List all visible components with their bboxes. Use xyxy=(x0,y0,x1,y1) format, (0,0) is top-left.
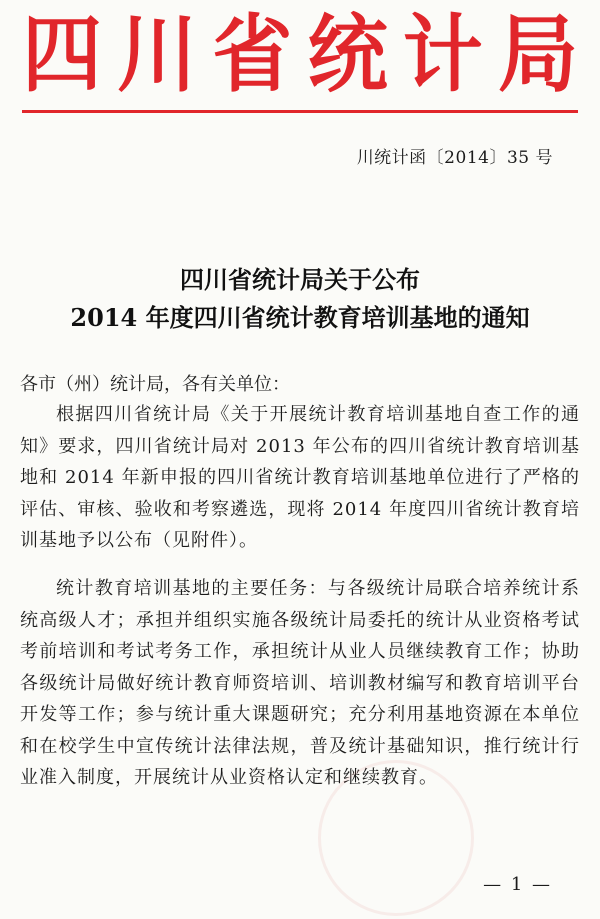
body-paragraph: 统计教育培训基地的主要任务：与各级统计局联合培养统计系统高级人才；承担并组织实施各级统计局委托的统计从业资格考试考前培训和考试考务工作，承担统计从业人员继续教育工作；协助各级统计局做好统计教育师资培训、培训教材编写和教育培训平台开发等工作；参与统计重大课题研究；充分利用基地资源在本单位和在校学生中宣传统计法律法规，普及统计基础知识，推行统计行业准入制度，开展统计从业资格认定和继续教育。 xyxy=(20,578,580,788)
salutation: 各市（州）统计局，各有关单位： xyxy=(20,374,290,395)
letterhead-char: 省 xyxy=(212,5,293,104)
letterhead-char: 计 xyxy=(402,5,483,104)
letterhead xyxy=(22,5,578,104)
letterhead-char: 川 xyxy=(117,5,198,104)
faint-stamp-mark xyxy=(318,760,474,916)
letterhead-char: 四 xyxy=(22,5,102,104)
document-title-line-2: 2014 年度四川省统计教育培训基地的通知 xyxy=(70,303,530,332)
letterhead-char: 局 xyxy=(497,5,578,104)
document-number: 川统计函〔2014〕35 号 xyxy=(356,148,553,168)
letterhead-char: 统 xyxy=(307,5,388,104)
body-paragraph: 根据四川省统计局《关于开展统计教育培训基地自查工作的通知》要求，四川省统计局对 2013 年公布的四川省统计教育培训基地和 2014 年新申报的四川省统计教育培训基地单位进行了严格的评估、审核、验收和考察遴选，现将 2014 年度四川省统计教育培训基地予以公布（见附件）。 xyxy=(20,404,580,551)
letterhead-divider xyxy=(22,110,578,113)
page-number: — 1 — xyxy=(483,874,552,895)
document-title-line-1: 四川省统计局关于公布 xyxy=(180,265,420,294)
